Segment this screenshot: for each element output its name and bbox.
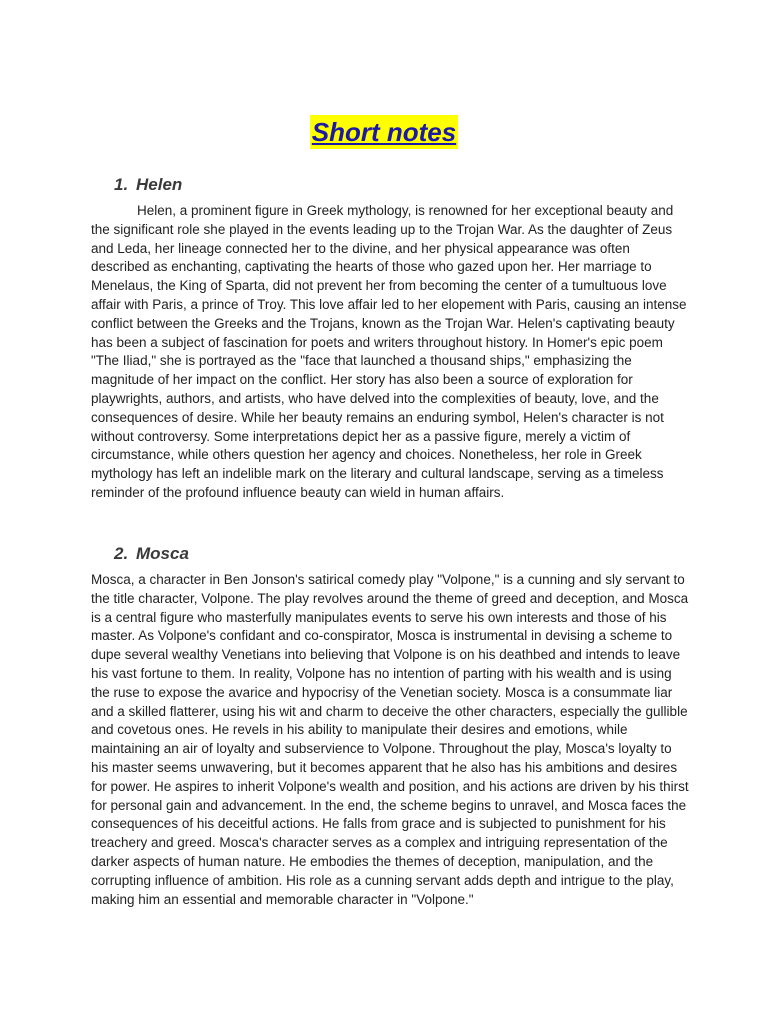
- title-container: [0, 115, 768, 149]
- section-body-helen: Helen, a prominent figure in Greek mythology, is renowned for her exceptional beauty and the significant role she played in the events leading up to the Trojan War. As the daughter of Zeus and Leda, her lineage connected her to the divine, and her physical appearance was often described as enchanting, captivating the hearts of those who gazed upon her. Her marriage to Menelaus, the King of Sparta, did not prevent her from becoming the center of a tumultuous love affair with Paris, a prince of Troy. This love affair led to her elopement with Paris, causing an intense conflict between the Greeks and the Trojans, known as the Trojan War. Helen's captivating beauty has been a subject of fascination for poets and writers throughout history. In Homer's epic poem "The Iliad," she is portrayed as the "face that launched a thousand ships," emphasizing the magnitude of her impact on the conflict. Her story has also been a source of exploration for playwrights, authors, and artists, who have delved into the complexities of beauty, love, and the consequences of desire. While her beauty remains an enduring symbol, Helen's character is not without controversy. Some interpretations depict her as a passive figure, merely a victim of circumstance, while others question her agency and choices. Nonetheless, her role in Greek mythology has left an indelible mark on the literary and cultural landscape, serving as a timeless reminder of the profound influence beauty can wield in human affairs.: [91, 203, 687, 500]
- section-body-mosca: Mosca, a character in Ben Jonson's satirical comedy play "Volpone," is a cunning and sly servant to the title character, Volpone. The play revolves around the theme of greed and deception, and Mosca is a central figure who masterfully manipulates events to serve his own interests and those of his master. As Volpone's confidant and co-conspirator, Mosca is instrumental in devising a scheme to dupe several wealthy Venetians into believing that Volpone is on his deathbed and intends to leave his vast fortune to them. In reality, Volpone has no intention of parting with his wealth and is using the ruse to expose the avarice and hypocrisy of the Venetian society. Mosca is a consummate liar and a skilled flatterer, using his wit and charm to deceive the other characters, especially the gullible and covetous ones. He revels in his ability to manipulate their desires and emotions, while maintaining an air of loyalty and subservience to Volpone. Throughout the play, Mosca's loyalty to his master seems unwavering, but it becomes apparent that he also has his ambitions and desires for power. He aspires to inherit Volpone's wealth and position, and his actions are driven by his thirst for personal gain and advancement. In the end, the scheme begins to unravel, and Mosca faces the consequences of his deceitful actions. He falls from grace and is subjected to punishment for his treachery and greed. Mosca's character serves as a complex and intriguing representation of the darker aspects of human nature. He embodies the themes of deception, manipulation, and the corrupting influence of ambition. His role as a cunning servant adds depth and intrigue to the play, making him an essential and memorable character in "Volpone.": [91, 572, 689, 907]
- section-title: Helen: [136, 175, 183, 194]
- section-heading-mosca: [114, 543, 189, 565]
- section-number: 1.: [114, 175, 129, 194]
- page-title: Short notes: [311, 117, 457, 147]
- section-heading-helen: [114, 174, 182, 196]
- section-number: 2.: [114, 544, 129, 563]
- section-title: Mosca: [136, 544, 189, 563]
